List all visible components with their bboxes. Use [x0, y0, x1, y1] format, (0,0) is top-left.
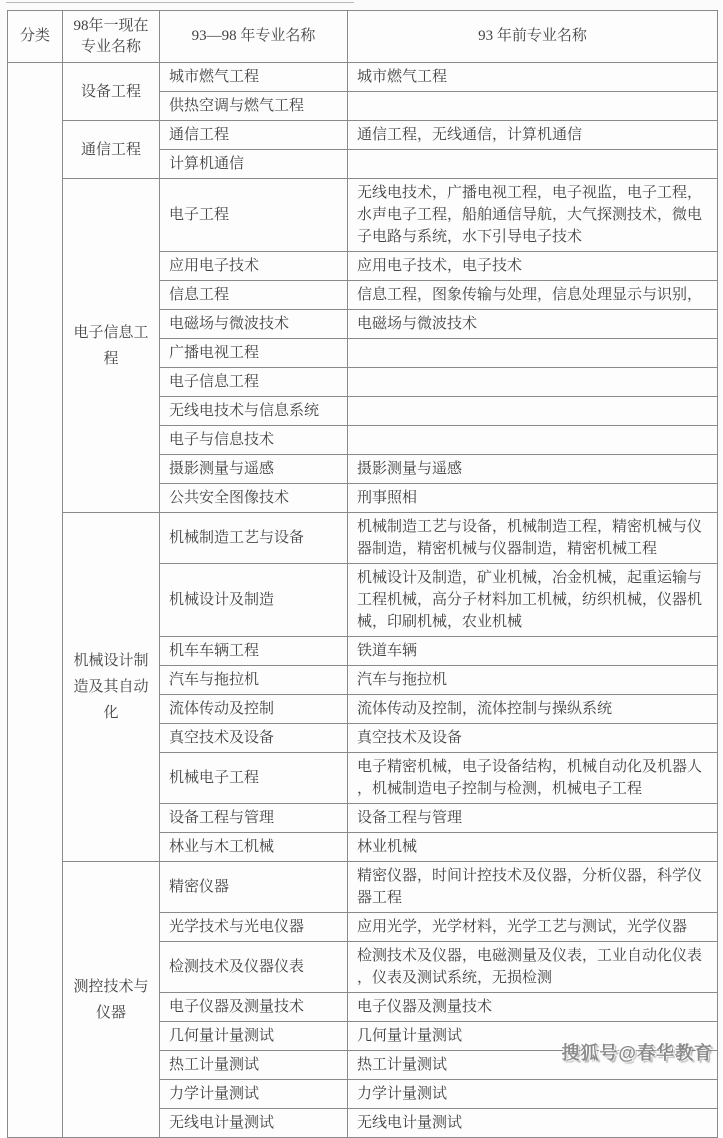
major-93-98-cell: 真空技术及设备 — [160, 724, 348, 753]
group-label-cell: 机械设计制造及其自动化 — [63, 513, 160, 862]
major-pre-93-cell: 精密仪器，时间计控技术及仪器，分析仪器，科学仪器工程 — [348, 862, 718, 913]
major-93-98-cell: 机械电子工程 — [160, 753, 348, 804]
header-93-98-major: 93—98 年专业名称 — [160, 11, 348, 63]
major-93-98-cell: 热工计量测试 — [160, 1051, 348, 1080]
table-row — [8, 63, 718, 92]
major-pre-93-cell: 几何量计量测试 — [348, 1022, 718, 1051]
major-93-98-cell: 城市燃气工程 — [160, 63, 348, 92]
major-93-98-cell: 机械制造工艺与设备 — [160, 513, 348, 564]
major-pre-93-cell: 热工计量测试 — [348, 1051, 718, 1080]
major-pre-93-cell: 力学计量测试 — [348, 1080, 718, 1109]
major-pre-93-cell: 电子仪器及测量技术 — [348, 993, 718, 1022]
major-pre-93-cell — [348, 368, 718, 397]
major-pre-93-cell — [348, 397, 718, 426]
cropped-table-edge — [6, 2, 354, 3]
header-row — [8, 11, 718, 63]
table-row — [8, 121, 718, 150]
major-mapping-table — [7, 10, 718, 1138]
major-pre-93-cell: 真空技术及设备 — [348, 724, 718, 753]
major-93-98-cell: 摄影测量与遥感 — [160, 455, 348, 484]
group-label-cell: 测控技术与仪器 — [63, 862, 160, 1138]
major-pre-93-cell: 检测技术及仪器，电磁测量及仪表，工业自动化仪表，仪表及测试系统，无损检测 — [348, 942, 718, 993]
major-pre-93-cell: 信息工程，图象传输与处理，信息处理显示与识别， — [348, 281, 718, 310]
major-pre-93-cell: 无线电计量测试 — [348, 1109, 718, 1138]
group-label-cell: 通信工程 — [63, 121, 160, 179]
major-pre-93-cell: 机械设计及制造，矿业机械，冶金机械，起重运输与工程机械，高分子材料加工机械，纺织机械，仪器机械，印刷机械，农业机械 — [348, 564, 718, 637]
major-pre-93-cell: 刑事照相 — [348, 484, 718, 513]
major-pre-93-cell: 设备工程与管理 — [348, 804, 718, 833]
major-93-98-cell: 流体传动及控制 — [160, 695, 348, 724]
major-93-98-cell: 机车车辆工程 — [160, 637, 348, 666]
major-pre-93-cell: 应用电子技术，电子技术 — [348, 252, 718, 281]
major-93-98-cell: 力学计量测试 — [160, 1080, 348, 1109]
major-pre-93-cell — [348, 92, 718, 121]
major-93-98-cell: 几何量计量测试 — [160, 1022, 348, 1051]
major-pre-93-cell: 机械制造工艺与设备，机械制造工程，精密机械与仪器制造，精密机械与仪器制造，精密机械工程 — [348, 513, 718, 564]
major-pre-93-cell: 应用光学，光学材料，光学工艺与测试，光学仪器 — [348, 913, 718, 942]
major-pre-93-cell: 林业机械 — [348, 833, 718, 862]
major-93-98-cell: 光学技术与光电仪器 — [160, 913, 348, 942]
watermark-text: 搜狐号@春华教育 — [561, 1043, 713, 1063]
major-93-98-cell: 公共安全图像技术 — [160, 484, 348, 513]
major-93-98-cell: 无线电技术与信息系统 — [160, 397, 348, 426]
major-93-98-cell: 电子工程 — [160, 179, 348, 252]
major-pre-93-cell — [348, 150, 718, 179]
header-pre-93-major: 93 年前专业名称 — [348, 11, 718, 63]
major-93-98-cell: 电磁场与微波技术 — [160, 310, 348, 339]
major-pre-93-cell: 摄影测量与遥感 — [348, 455, 718, 484]
major-pre-93-cell: 铁道车辆 — [348, 637, 718, 666]
major-93-98-cell: 供热空调与燃气工程 — [160, 92, 348, 121]
table-row — [8, 179, 718, 252]
major-93-98-cell: 电子信息工程 — [160, 368, 348, 397]
major-pre-93-cell: 电子精密机械，电子设备结构，机械自动化及机器人，机械制造电子控制与检测，机械电子工程 — [348, 753, 718, 804]
major-93-98-cell: 应用电子技术 — [160, 252, 348, 281]
major-93-98-cell: 信息工程 — [160, 281, 348, 310]
major-93-98-cell: 汽车与拖拉机 — [160, 666, 348, 695]
group-label-cell: 电子信息工程 — [63, 179, 160, 513]
major-pre-93-cell: 通信工程，无线通信，计算机通信 — [348, 121, 718, 150]
major-93-98-cell: 精密仪器 — [160, 862, 348, 913]
major-pre-93-cell: 城市燃气工程 — [348, 63, 718, 92]
major-pre-93-cell: 汽车与拖拉机 — [348, 666, 718, 695]
major-pre-93-cell — [348, 426, 718, 455]
major-pre-93-cell — [348, 339, 718, 368]
category-body-cell — [8, 63, 63, 1138]
major-pre-93-cell: 电磁场与微波技术 — [348, 310, 718, 339]
table-row — [8, 862, 718, 913]
major-93-98-cell: 设备工程与管理 — [160, 804, 348, 833]
major-93-98-cell: 广播电视工程 — [160, 339, 348, 368]
header-current-major: 98年一现在专业名称 — [63, 11, 160, 63]
major-93-98-cell: 通信工程 — [160, 121, 348, 150]
major-pre-93-cell: 流体传动及控制，流体控制与操纵系统 — [348, 695, 718, 724]
major-93-98-cell: 计算机通信 — [160, 150, 348, 179]
table-header — [8, 11, 718, 63]
major-93-98-cell: 林业与木工机械 — [160, 833, 348, 862]
major-93-98-cell: 机械设计及制造 — [160, 564, 348, 637]
table-body — [8, 63, 718, 1138]
major-93-98-cell: 无线电计量测试 — [160, 1109, 348, 1138]
table-row — [8, 513, 718, 564]
major-pre-93-cell: 无线电技术，广播电视工程，电子视监，电子工程，水声电子工程，船舶通信导航，大气探测技术，微电子电路与系统，水下引导电子技术 — [348, 179, 718, 252]
major-93-98-cell: 电子仪器及测量技术 — [160, 993, 348, 1022]
header-category: 分类 — [8, 11, 63, 63]
major-93-98-cell: 检测技术及仪器仪表 — [160, 942, 348, 993]
group-label-cell: 设备工程 — [63, 63, 160, 121]
major-93-98-cell: 电子与信息技术 — [160, 426, 348, 455]
